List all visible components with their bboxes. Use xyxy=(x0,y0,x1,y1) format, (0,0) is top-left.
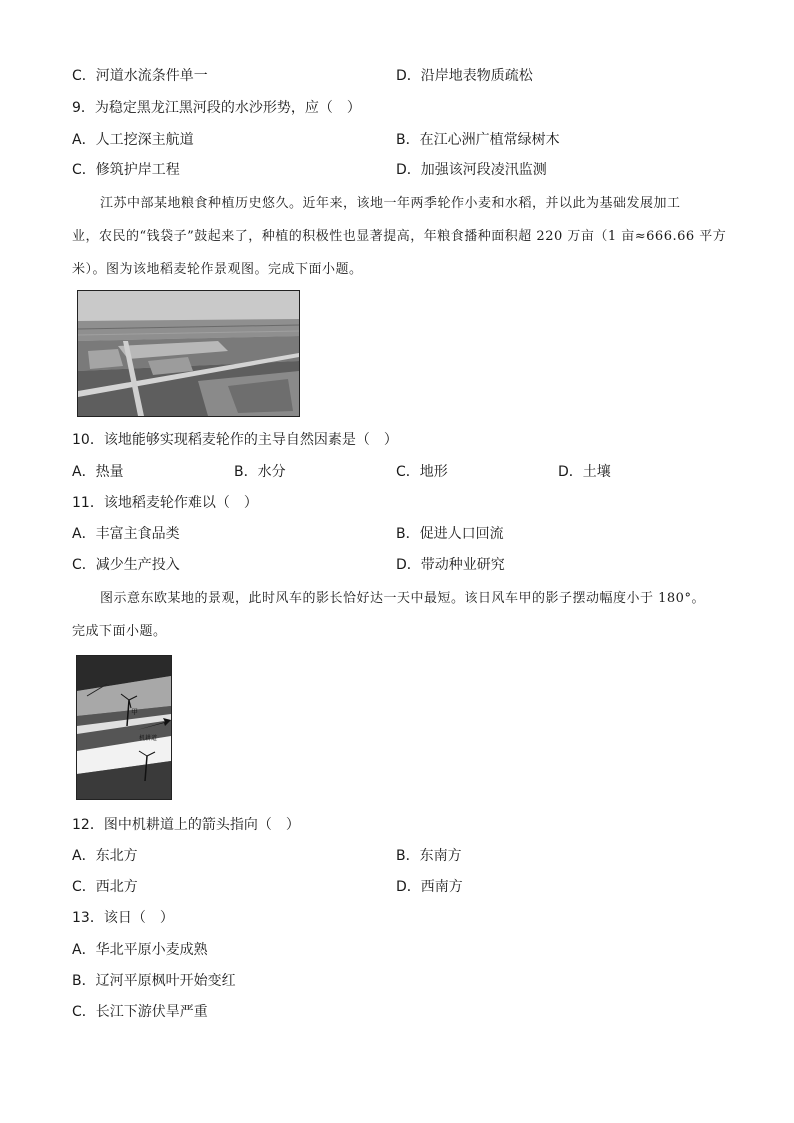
passage2-line2: 完成下面小题。 xyxy=(72,624,167,639)
q8-option-d: D．沿岸地表物质疏松 xyxy=(396,68,533,84)
passage1-line1: 江苏中部某地粮食种植历史悠久。近年来，该地一年两季轮作小麦和水稻，并以此为基础发展加工 xyxy=(100,196,681,211)
q9-stem: 9．为稳定黑龙江黑河段的水沙形势，应（ ） xyxy=(72,100,361,116)
q8-option-c: C．河道水流条件单一 xyxy=(72,68,208,84)
q12-option-a: A．东北方 xyxy=(72,848,138,864)
q11-option-a: A．丰富主食品类 xyxy=(72,526,180,542)
windmill-landscape-photo xyxy=(76,655,172,800)
q13-option-c: C．长江下游伏旱严重 xyxy=(72,1004,208,1020)
q13-stem: 13．该日（ ） xyxy=(72,910,174,926)
q9-option-b: B．在江心洲广植常绿树木 xyxy=(396,132,560,148)
machine-road-label: 机耕道 xyxy=(139,735,158,742)
q11-option-b: B．促进人口回流 xyxy=(396,526,504,542)
q11-option-c: C．减少生产投入 xyxy=(72,557,180,573)
q12-option-c: C．西北方 xyxy=(72,879,138,895)
passage2-line1: 图示意东欧某地的景观，此时风车的影长恰好达一天中最短。该日风车甲的影子摆动幅度小于 180°。 xyxy=(100,591,705,606)
q10-option-d: D．土壤 xyxy=(558,464,611,480)
q10-option-a: A．热量 xyxy=(72,464,124,480)
rice-wheat-landscape-photo xyxy=(77,290,300,417)
q11-option-d: D．带动种业研究 xyxy=(396,557,505,573)
q10-option-b: B．水分 xyxy=(234,464,286,480)
q11-stem: 11．该地稻麦轮作难以（ ） xyxy=(72,495,258,511)
windmill-jia-label: 甲 xyxy=(131,708,138,716)
q13-option-a: A．华北平原小麦成熟 xyxy=(72,942,208,958)
q10-stem: 10．该地能够实现稻麦轮作的主导自然因素是（ ） xyxy=(72,432,398,448)
q10-option-c: C．地形 xyxy=(396,464,448,480)
passage1-line3: 米）。图为该地稻麦轮作景观图。完成下面小题。 xyxy=(72,262,363,277)
passage-rice-wheat xyxy=(72,187,727,286)
passage1-line2: 业，农民的“钱袋子”鼓起来了，种植的积极性也显著提高，年粮食播种面积超 220 万亩（1 亩≈666.66 平方 xyxy=(72,229,727,244)
q9-option-a: A．人工挖深主航道 xyxy=(72,132,194,148)
passage-windmill xyxy=(72,582,727,648)
q12-option-d: D．西南方 xyxy=(396,879,463,895)
q13-option-b: B．辽河平原枫叶开始变红 xyxy=(72,973,236,989)
q9-option-c: C．修筑护岸工程 xyxy=(72,162,180,178)
q9-option-d: D．加强该河段凌汛监测 xyxy=(396,162,547,178)
q12-option-b: B．东南方 xyxy=(396,848,462,864)
q12-stem: 12．图中机耕道上的箭头指向（ ） xyxy=(72,817,300,833)
